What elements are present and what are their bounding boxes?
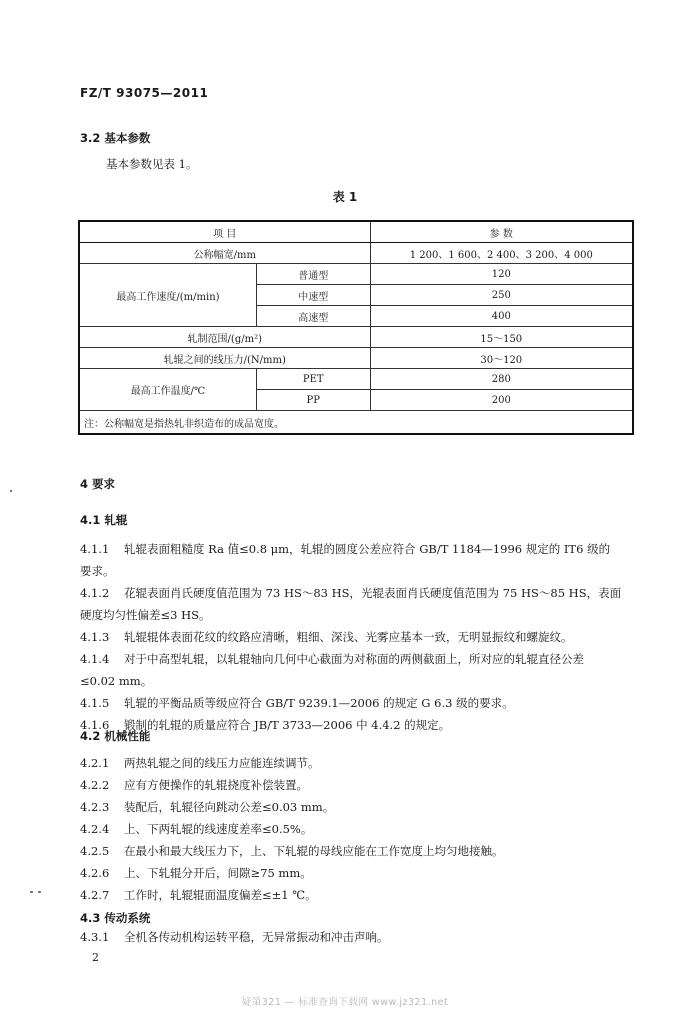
- clause-number: 4.2.6: [80, 866, 110, 880]
- cell-speed-type: 中速型: [256, 285, 370, 306]
- clause-text-continued: 要求。: [80, 564, 115, 578]
- header-parameter: 参 数: [370, 221, 633, 243]
- clause-text-continued: ≤0.02 mm。: [80, 674, 153, 688]
- table-1-title: 表 1: [332, 190, 358, 204]
- scan-speck: [38, 891, 41, 893]
- cell-speed-type: 普通型: [256, 264, 370, 285]
- section-4-2-heading: 4.2 机械性能: [80, 729, 151, 743]
- clause-4-1-3: [80, 626, 640, 648]
- clause-text: 轧辊表面粗糙度 Ra 值≤0.8 μm，轧辊的圆度公差应符合 GB/T 1184—1996 规定的 IT6 级的: [124, 542, 611, 556]
- clause-text: 应有方便操作的轧辊挠度补偿装置。: [124, 778, 308, 792]
- scan-speck: [30, 891, 33, 893]
- clause-text: 对于中高型轧辊，以轧辊轴向几何中心截面为对称面的两侧截面上，所对应的轧辊直径公差: [124, 652, 584, 666]
- cell-speed-value: 250: [370, 285, 633, 306]
- clause-number: 4.3.1: [80, 930, 110, 944]
- clause-number: 4.1.6: [80, 718, 110, 732]
- clause-number: 4.2.2: [80, 778, 110, 792]
- section-4-heading: 4 要求: [80, 477, 116, 491]
- clause-text: 工作时，轧辊辊面温度偏差≤±1 ℃。: [124, 888, 317, 902]
- clause-4-2-7: [80, 884, 640, 906]
- table-row: [79, 327, 633, 348]
- clause-4-2-5: [80, 840, 640, 862]
- section-4-3-heading: 4.3 传动系统: [80, 911, 151, 925]
- cell-temp-material: PP: [256, 390, 370, 411]
- clause-4-2-3: [80, 796, 640, 818]
- clause-4-1-5: [80, 692, 640, 714]
- clause-text: 装配后，轧辊径向跳动公差≤0.03 mm。: [124, 800, 335, 814]
- cell-range-value: 15～150: [370, 327, 633, 348]
- section-4-1-heading: 4.1 轧辊: [80, 513, 128, 527]
- clause-text: 全机各传动机构运转平稳，无异常振动和冲击声响。: [124, 930, 389, 944]
- clause-text-continued: 硬度均匀性偏差≤3 HS。: [80, 608, 211, 622]
- cell-temp-value: 280: [370, 369, 633, 390]
- table-note: 注：公称幅宽是指热轧非织造布的成品宽度。: [79, 411, 633, 435]
- watermark: 疑第321 — 标准查询下载网 www.jz321.net: [241, 997, 449, 1008]
- table-row: [79, 264, 633, 285]
- table-row: [79, 243, 633, 264]
- cell-speed-value: 400: [370, 306, 633, 327]
- cell-temp-material: PET: [256, 369, 370, 390]
- cell-speed-type: 高速型: [256, 306, 370, 327]
- clause-text: 轧辊辊体表面花纹的纹路应清晰，粗细、深浅、光雾应基本一致，无明显振纹和螺旋纹。: [124, 630, 573, 644]
- clause-4-2-1: [80, 752, 640, 774]
- table-header-row: [79, 221, 633, 243]
- cell-speed-label: 最高工作速度/(m/min): [79, 264, 256, 327]
- clause-number: 4.1.4: [80, 652, 110, 666]
- clause-4-2-6: [80, 862, 640, 884]
- header-item: 项 目: [79, 221, 370, 243]
- clause-4-2-4: [80, 818, 640, 840]
- clause-number: 4.2.3: [80, 800, 110, 814]
- clause-4-2-2: [80, 774, 640, 796]
- clause-text: 锻制的轧辊的质量应符合 JB/T 3733—2006 中 4.4.2 的规定。: [124, 718, 451, 732]
- clause-text: 花辊表面肖氏硬度值范围为 73 HS～83 HS，光辊表面肖氏硬度值范围为 75 HS～85 HS，表面: [124, 586, 622, 600]
- clause-number: 4.1.5: [80, 696, 110, 710]
- clause-number: 4.1.2: [80, 586, 110, 600]
- cell-speed-value: 120: [370, 264, 633, 285]
- clause-4-1-2: [80, 582, 640, 626]
- cell-width-value: 1 200、1 600、2 400、3 200、4 000: [370, 243, 633, 264]
- clause-number: 4.2.5: [80, 844, 110, 858]
- table-row: [79, 348, 633, 369]
- scan-speck: [10, 490, 12, 492]
- clause-4-3-1: [80, 926, 640, 948]
- cell-temp-label: 最高工作温度/℃: [79, 369, 256, 411]
- clause-number: 4.2.1: [80, 756, 110, 770]
- cell-pressure-value: 30～120: [370, 348, 633, 369]
- clause-number: 4.2.4: [80, 822, 110, 836]
- clause-4-1-6: [80, 714, 640, 736]
- clause-number: 4.2.7: [80, 888, 110, 902]
- basic-parameters-table: [78, 220, 634, 435]
- cell-range-label: 轧制范围/(g/m²): [79, 327, 370, 348]
- clause-text: 在最小和最大线压力下，上、下轧辊的母线应能在工作宽度上均匀地接触。: [124, 844, 504, 858]
- clause-number: 4.1.1: [80, 542, 110, 556]
- page-number: 2: [92, 951, 99, 964]
- clause-4-1-1: [80, 538, 640, 582]
- table-row: [79, 369, 633, 390]
- clause-4-1-4: [80, 648, 640, 692]
- clause-text: 轧辊的平衡品质等级应符合 GB/T 9239.1—2006 的规定 G 6.3 级的要求。: [124, 696, 514, 710]
- cell-temp-value: 200: [370, 390, 633, 411]
- clause-text: 上、下两轧辊的线速度差率≤0.5%。: [124, 822, 313, 836]
- clause-number: 4.1.3: [80, 630, 110, 644]
- document-code: FZ/T 93075—2011: [80, 86, 209, 100]
- cell-pressure-label: 轧辊之间的线压力/(N/mm): [79, 348, 370, 369]
- cell-width-label: 公称幅宽/mm: [79, 243, 370, 264]
- table-note-row: [79, 411, 633, 435]
- section-3-2-text: 基本参数见表 1。: [106, 157, 198, 171]
- section-3-2-heading: 3.2 基本参数: [80, 131, 151, 145]
- clause-text: 上、下轧辊分开后，间隙≥75 mm。: [124, 866, 312, 880]
- clause-text: 两热轧辊之间的线压力应能连续调节。: [124, 756, 320, 770]
